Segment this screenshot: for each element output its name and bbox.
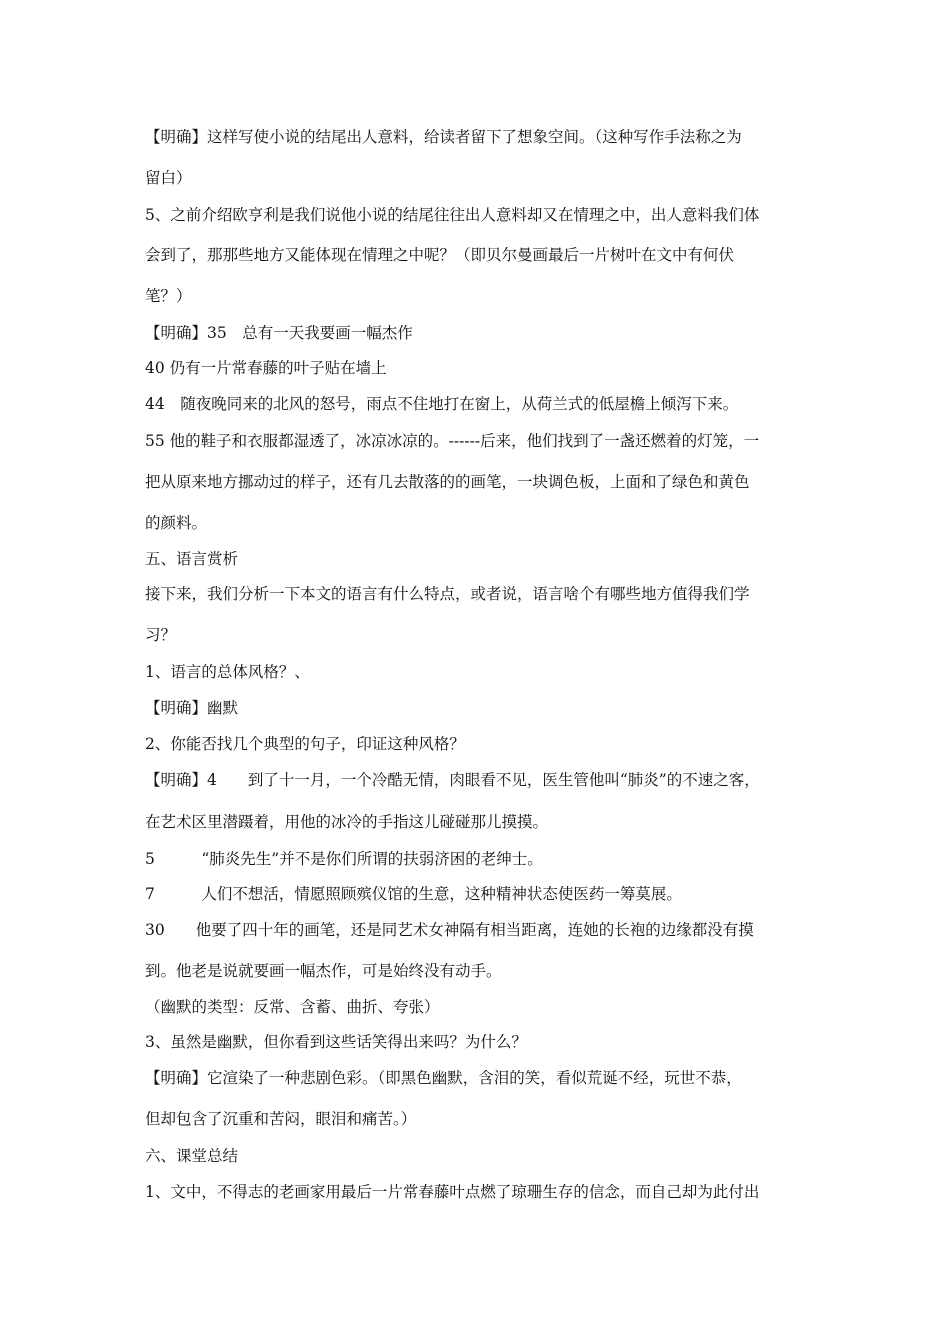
text-line: 到。他老是说就要画一幅杰作，可是始终没有动手。 — [145, 962, 502, 980]
text-line: 习？ — [145, 626, 177, 644]
text-line: （幽默的类型：反常、含蓄、曲折、夸张） — [145, 998, 440, 1016]
text-line: 1、语言的总体风格？、 — [145, 663, 310, 681]
text-line: 1、文中，不得志的老画家用最后一片常春藤叶点燃了琼珊生存的信念，而自己却为此付出 — [145, 1183, 760, 1201]
text-line: 接下来，我们分析一下本文的语言有什么特点，或者说，语言啥个有哪些地方值得我们学 — [145, 585, 750, 603]
text-line: 把从原来地方挪动过的样子，还有几去散落的的画笔，一块调色板，上面和了绿色和黄色 — [145, 473, 750, 491]
text-line: 笔？） — [145, 287, 192, 305]
text-line: 在艺术区里潜蹑着，用他的冰冷的手指这儿碰碰那儿摸摸。 — [145, 813, 549, 831]
text-line: 55 他的鞋子和衣服都湿透了，冰凉冰凉的。------后来，他们找到了一盏还燃着的灯笼，一 — [145, 432, 760, 450]
section-heading: 五、语言赏析 — [145, 550, 239, 568]
text-line: 【明确】它渲染了一种悲剧色彩。（即黑色幽默，含泪的笑，看似荒诞不经，玩世不恭， — [145, 1069, 742, 1087]
text-line: 5 “肺炎先生”并不是你们所谓的扶弱济困的老绅士。 — [145, 850, 543, 868]
text-line: 【明确】这样写使小说的结尾出人意料，给读者留下了想象空间。（这种写作手法称之为 — [145, 128, 742, 146]
section-heading: 六、课堂总结 — [145, 1147, 239, 1165]
text-line: 的颜料。 — [145, 514, 208, 532]
text-line: 30 他要了四十年的画笔，还是同艺术女神隔有相当距离，连她的长袍的边缘都没有摸 — [145, 921, 754, 939]
text-line: 7 人们不想活，情愿照顾殡仪馆的生意，这种精神状态使医药一筹莫展。 — [145, 885, 682, 903]
text-line: 【明确】4 到了十一月，一个冷酷无情，肉眼看不见，医生管他叫“肺炎”的不速之客， — [145, 771, 760, 789]
text-line: 40 仍有一片常春藤的叶子贴在墙上 — [145, 359, 387, 377]
text-line: 会到了，那那些地方又能体现在情理之中呢？（即贝尔曼画最后一片树叶在文中有何伏 — [145, 246, 735, 264]
text-line: 但却包含了沉重和苦闷，眼泪和痛苦。） — [145, 1110, 417, 1128]
text-line: 44 随夜晚同来的北风的怒号，雨点不住地打在窗上，从荷兰式的低屋檐上倾泻下来。 — [145, 395, 739, 413]
text-line: 2、你能否找几个典型的句子，印证这种风格？ — [145, 735, 465, 753]
text-line: 【明确】35 总有一天我要画一幅杰作 — [145, 324, 413, 342]
text-line: 3、虽然是幽默，但你看到这些话笑得出来吗？为什么？ — [145, 1033, 527, 1051]
text-line: 【明确】幽默 — [145, 699, 239, 717]
text-line: 留白） — [145, 169, 192, 187]
text-line: 5、之前介绍欧亨利是我们说他小说的结尾往往出人意料却又在情理之中，出人意料我们体 — [145, 206, 760, 224]
